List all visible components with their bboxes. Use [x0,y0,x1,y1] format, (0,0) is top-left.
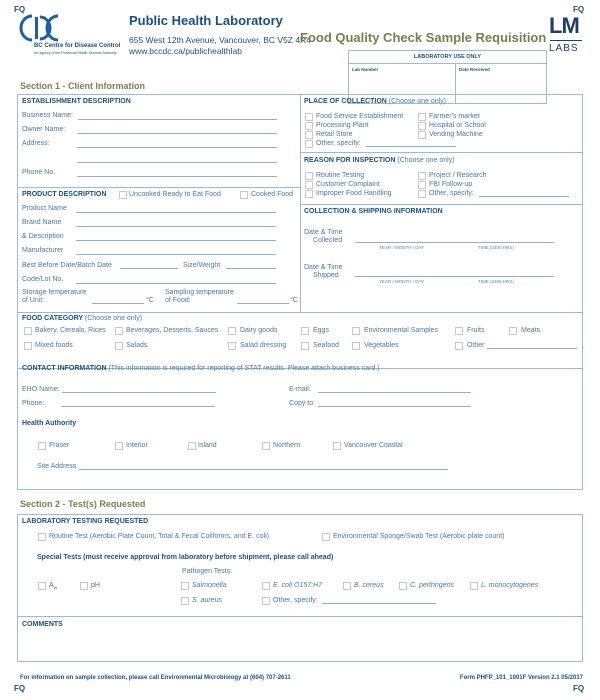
place-option: Vending Machine [429,131,483,138]
brand-name-field[interactable] [76,226,276,227]
establishment-title: ESTABLISHMENT DESCRIPTION [22,98,131,105]
shipped-label: Date & Time [304,264,343,271]
reason-option: Other, specify: [429,190,474,197]
pathogen-option: S. aureus [192,597,222,604]
eho-name-field[interactable] [62,392,216,393]
contact-phone-label: Phone: [22,400,45,407]
uncooked-label: Uncooked Ready to Eat Food [129,191,221,198]
best-before-field[interactable] [120,268,178,269]
ymd-hint: YEAR / MONTH / DAY [379,245,425,250]
code-lot-field[interactable] [76,283,276,284]
pathogen-tests-label: Pathogen Tests: [182,568,233,575]
reason-checkbox[interactable] [305,172,313,180]
reason-checkbox[interactable] [418,190,426,198]
cooked-checkbox[interactable] [240,191,248,199]
pathogen-checkbox[interactable] [262,582,270,590]
food-option: Bakery, Cereals, Rices [35,327,106,334]
food-category-title: FOOD CATEGORY (Choose one only) [22,315,143,322]
place-other-field[interactable] [366,146,456,147]
pathogen-checkbox[interactable] [343,582,351,590]
food-checkbox[interactable] [455,342,463,350]
food-checkbox[interactable] [24,342,32,350]
place-option: Hospital or School [429,122,486,129]
cooked-label: Cooked Food [251,191,294,198]
sampling-temp-label: Sampling temperature [165,289,234,296]
email-field[interactable] [318,392,471,393]
lab-testing-title: LABORATORY TESTING REQUESTED [22,518,149,525]
place-checkbox[interactable] [305,122,313,130]
bccdc-name: BC Centre for Disease Control [34,43,121,49]
product-name-field[interactable] [76,212,276,213]
food-option: Salad dressing [240,342,287,349]
authority-checkbox[interactable] [333,442,341,450]
description-label: & Description [22,233,64,240]
place-option: Retail Store [316,131,353,138]
reason-checkbox[interactable] [418,172,426,180]
best-before-label: Best Before Date/Batch Date [22,262,112,269]
shipped-label-2: Shipped [313,272,339,279]
place-checkbox[interactable] [305,113,313,121]
reason-option: Improper Food Handling [316,190,392,197]
routine-test-label: Routine Test (Aerobic Plate Count, Total & Fecal Coliforms, and E. coli) [49,533,269,540]
copy-to-label: Copy to: [289,400,316,407]
lab-number-label: Lab Number [352,67,379,72]
authority-checkbox[interactable] [38,442,46,450]
contact-phone-field[interactable] [61,406,215,407]
food-checkbox[interactable] [352,342,360,350]
authority-option: Island [198,442,217,449]
address-field[interactable] [77,147,277,148]
lm-logo: LM [549,13,579,38]
section1-title: Section 1 - Client Information [20,81,146,91]
email-label: E-mail: [289,386,311,393]
place-option: Farmer's market [429,113,480,120]
size-weight-label: Size/Weight [183,262,221,269]
food-option: Environmental Samples [364,327,438,334]
place-checkbox[interactable] [418,113,426,121]
phone-field[interactable] [77,176,277,177]
labs-logo: LABS [549,43,579,54]
sampling-temp-field[interactable] [237,303,289,304]
description-field[interactable] [76,240,276,241]
collected-label-2: Collected [313,237,343,244]
reason-checkbox[interactable] [305,190,313,198]
reason-option: Customer Complaint [316,181,380,188]
food-checkbox[interactable] [115,342,123,350]
pathogen-option: C. perfringens [410,582,454,589]
reason-option: Project / Research [429,172,487,179]
phone-label: Phone No. [22,169,56,176]
food-checkbox[interactable] [352,327,360,335]
pathogen-other-label: Other, specify: [273,597,318,604]
time-hint: TIME (2400 HRS) [478,279,514,284]
ph-checkbox[interactable] [80,582,88,590]
fq-marker: FQ [14,5,26,14]
reason-title: REASON FOR INSPECTION (Choose one only) [304,157,455,164]
section2-title: Section 2 - Test(s) Requested [20,499,146,509]
place-checkbox[interactable] [305,131,313,139]
pathogen-option: E. coli O157:H7 [273,582,323,589]
business-name-field[interactable] [78,119,277,120]
ymd-hint: YEAR / MONTH / DAY [379,279,425,284]
business-name-label: Business Name: [22,112,73,119]
lab-use-title: LABORATORY USE ONLY [349,51,546,64]
food-option: Eggs [313,327,329,334]
owner-name-label: Owner Name: [22,126,66,133]
size-weight-field[interactable] [226,268,276,269]
authority-option: Vancouver Coastal [344,442,403,449]
celsius-unit-2: °C [290,297,298,304]
address-field-2[interactable] [77,162,277,163]
manufacturer-field[interactable] [76,254,276,255]
comments-title: COMMENTS [22,621,63,628]
comments-field[interactable] [22,632,578,660]
pathogen-checkbox[interactable] [181,597,189,605]
eho-name-label: EHO Name: [22,386,60,393]
shipping-title: COLLECTION & SHIPPING INFORMATION [304,208,443,215]
storage-temp-label: Storage temperature [22,289,87,296]
place-option: Other, specify: [316,140,361,147]
pathogen-checkbox[interactable] [470,582,478,590]
food-other-field[interactable] [487,348,577,349]
owner-name-field[interactable] [77,133,277,134]
shipped-field[interactable] [355,276,554,277]
food-option: Seafood [313,342,340,349]
pathogen-checkbox[interactable] [181,582,189,590]
ph-label: pH [91,582,100,589]
food-option: Meats [521,327,541,334]
food-checkbox[interactable] [24,327,32,335]
food-option: Fruits [467,327,485,334]
authority-checkbox[interactable] [188,442,196,450]
food-option: Beverages, Desserts, Sauces [126,327,219,334]
footer-info: For information on sample collection, please call Environmental Microbiology at (604) 707-2611 [20,675,291,681]
food-option: Mixed foods [35,342,73,349]
food-checkbox[interactable] [455,327,463,335]
pathogen-option: L. monocytogenes [481,582,539,589]
place-option: Food Service Establishment [316,113,404,120]
pathogen-option: B. cereus [354,582,384,589]
place-title: PLACE OF COLLECTION (Choose one only) [304,98,446,105]
time-hint: TIME (2400 HRS) [478,245,514,250]
reason-checkbox[interactable] [418,181,426,189]
contact-title: CONTACT INFORMATION (This information is required for reporting of STAT results. Please attach business card.) [22,365,380,372]
routine-test-checkbox[interactable] [38,533,46,541]
health-authority-title: Health Authority [22,420,77,427]
sampling-temp-label-2: of Food: [165,297,191,304]
storage-temp-label-2: of Unit: [22,297,45,304]
food-checkbox[interactable] [115,327,123,335]
food-option: Salads [126,342,148,349]
place-checkbox[interactable] [305,140,313,148]
code-lot-label: Code/Lot No. [22,276,64,283]
address-label: Address: [22,140,50,147]
celsius-unit: °C [146,297,154,304]
brand-name-label: Brand Name [22,219,62,226]
storage-temp-field[interactable] [92,303,144,304]
copy-to-field[interactable] [318,406,471,407]
food-checkbox[interactable] [228,342,236,350]
lab-website[interactable]: www.bccdc.ca/publichealthlab [129,46,242,56]
authority-option: Fraser [49,442,70,449]
place-option: Processing Plant [316,122,369,129]
reason-checkbox[interactable] [305,181,313,189]
date-received-label: Date Received [459,67,490,72]
special-tests-title: Special Tests (must receive approval from laboratory before shipment, please call ahead) [37,554,334,561]
bccdc-sub: An agency of the Provincial Health Services Authority [34,51,117,55]
pathogen-other-checkbox[interactable] [262,597,270,605]
pathogen-checkbox[interactable] [399,582,407,590]
reason-other-field[interactable] [479,196,569,197]
form-version: Form PHFP_101_1001F Version 2.1 05/2017 [459,675,583,681]
product-name-label: Product Name [22,205,67,212]
bccdc-logo-icon [18,14,60,42]
authority-checkbox[interactable] [115,442,123,450]
food-option: Vegetables [364,342,399,349]
aw-label: $A_w$ [49,582,58,592]
lab-address: 655 West 12th Avenue, Vancouver, BC V5Z 4R4 [129,35,311,45]
product-title: PRODUCT DESCRIPTION [22,191,107,198]
food-checkbox[interactable] [228,327,236,335]
pathogen-other-field[interactable] [322,603,436,604]
food-checkbox[interactable] [509,327,517,335]
pathogen-option: Salmonella [192,582,227,589]
fq-marker-bottom-right: FQ [573,684,585,693]
lab-title: Public Health Laboratory [129,13,283,28]
fq-marker-bottom: FQ [14,684,26,693]
food-option: Other [467,342,485,349]
authority-option: Northern [273,442,301,449]
food-checkbox[interactable] [301,327,309,335]
place-checkbox[interactable] [418,122,426,130]
collected-field[interactable] [355,242,554,243]
site-address-label: Site Address [37,463,77,470]
authority-checkbox[interactable] [262,442,270,450]
food-option: Dairy goods [240,327,278,334]
fq-marker-right: FQ [573,5,585,14]
manufacturer-label: Manufacturer [22,247,64,254]
form-title: Food Quality Check Sample Requisition [300,30,547,45]
uncooked-checkbox[interactable] [119,191,127,199]
env-swab-label: Environmental Sponge/Swab Test (Aerobic plate count) [333,533,505,540]
aw-checkbox[interactable] [38,582,46,590]
place-checkbox[interactable] [418,131,426,139]
collected-label: Date & Time [304,229,343,236]
site-address-field[interactable] [79,469,448,470]
env-swab-checkbox[interactable] [322,533,330,541]
reason-option: FBI Follow-up [429,181,473,188]
reason-option: Routine Testing [316,172,365,179]
authority-option: Interior [126,442,148,449]
food-checkbox[interactable] [301,342,309,350]
